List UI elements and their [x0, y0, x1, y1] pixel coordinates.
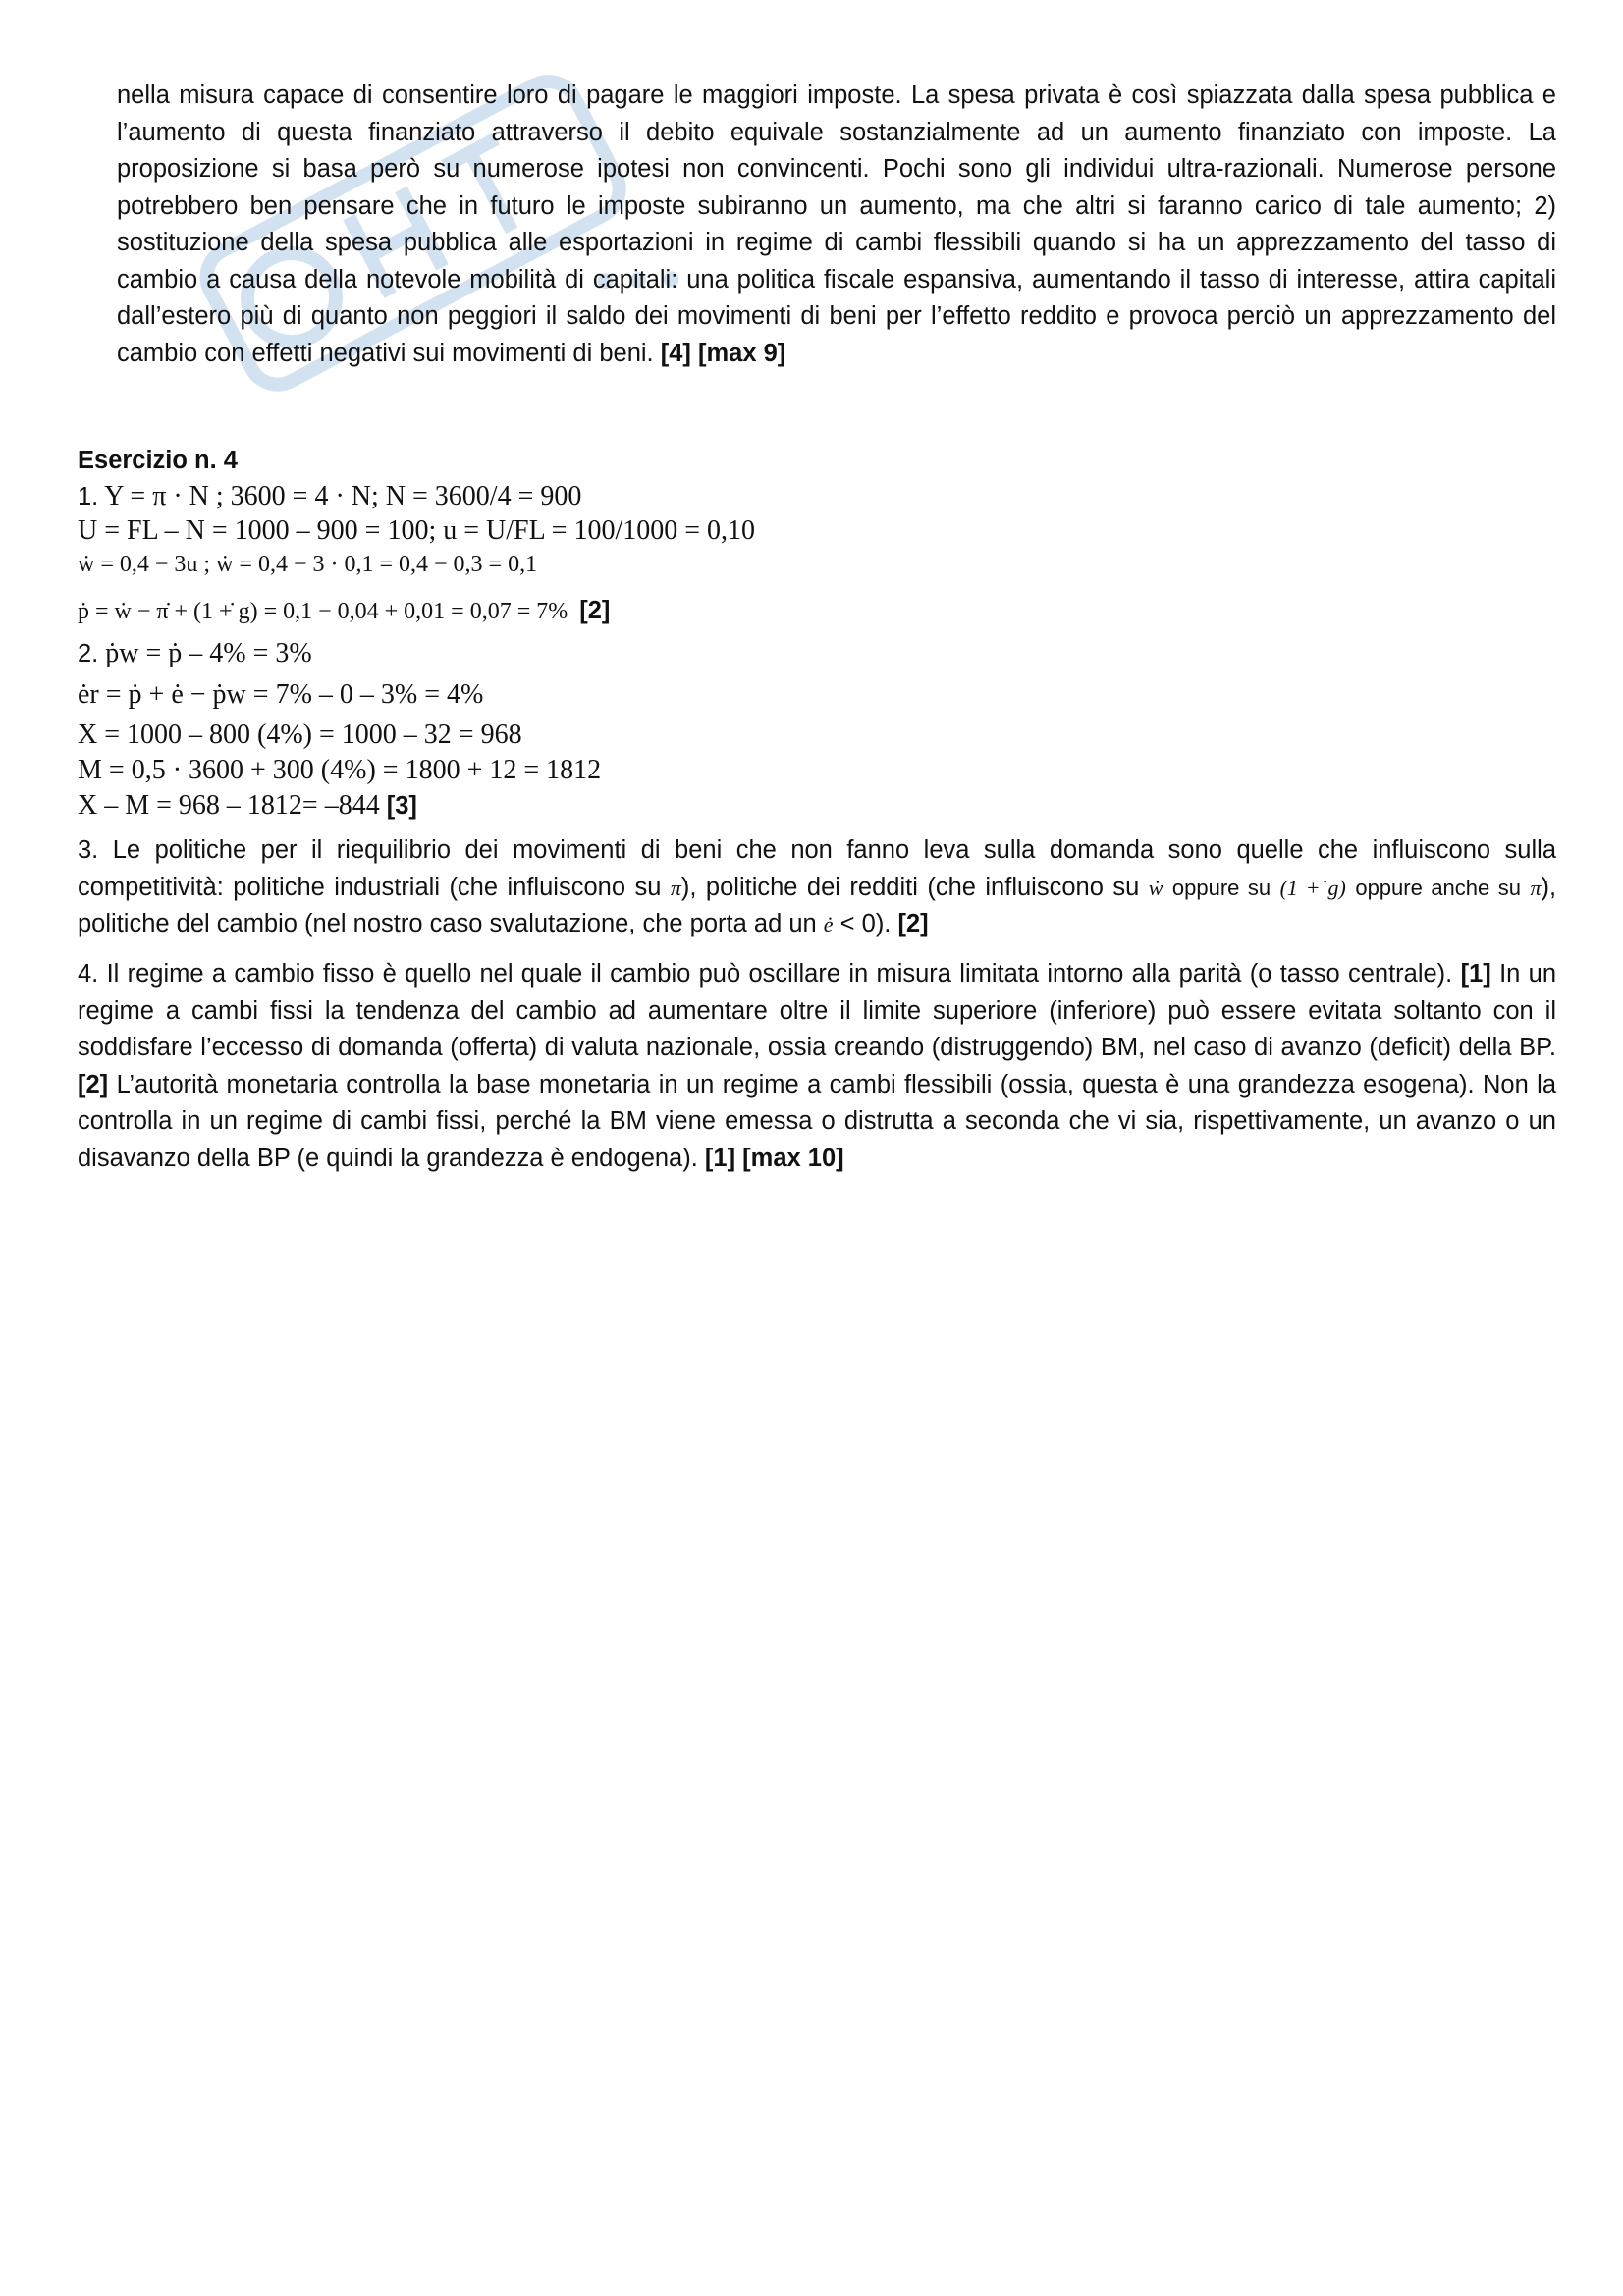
part3-score: [2] [897, 910, 929, 937]
part3-text-b: ), politiche dei redditi (che influiscono su [680, 873, 1140, 901]
part2-number: 2. [78, 640, 99, 667]
eq-world-price: ṗw = ṗ – 4% = 3% [105, 638, 312, 668]
part2-score: [3] [386, 792, 417, 820]
w-dot-symbol: ẇ [1148, 875, 1163, 900]
part1-eq1 [78, 481, 581, 512]
part2-eq3: X = 1000 – 800 (4%) = 1000 – 32 = 968 [78, 720, 522, 750]
eq-price-growth: ṗ = ẇ − π̇ + (1 +̇ g) = 0,1 − 0,04 + 0,01 = 0,07 = 7% [78, 599, 568, 624]
intro-text: nella misura capace di consentire loro di pagare le maggiori imposte. La spesa privata è così spiazzata dalla spesa pubblica e l’aumento di questa finanziato attraverso il debito equivale sostanzialmente ad un aumento finanziato con imposte. La proposizione si basa però su numerose ipotesi non convincenti. Pochi sono gli individui ultra-razionali. Numerose persone potrebbero ben pensare che in futuro le imposte subiranno un aumento, ma che altri si faranno carico di tale aumento; 2) sostituzione della spesa pubblica alle esportazioni in regime di cambi flessibili quando si ha un apprezzamento del tasso di cambio a causa della notevole mobilità di capitali: una politica fiscale espansiva, aumentando il tasso di interesse, attira capitali dall’estero più di quanto non peggiori il saldo dei movimenti di beni per l’effetto reddito e provoca perciò un apprezzamento del cambio con effetti negativi sui movimenti di beni. [117, 81, 1556, 367]
part3-text-a: 3. Le politiche per il riequilibrio dei movimenti di beni che non fanno leva sulla domanda sono quelle che influiscono sulla competitività: politiche industriali (che influiscono su [78, 836, 1556, 901]
part4-paragraph [78, 956, 1556, 1177]
part4-max: [max 10] [742, 1144, 844, 1172]
pi-dot-symbol: π̇ [670, 875, 681, 900]
part2-eq4: M = 0,5 · 3600 + 300 (4%) = 1800 + 12 = 1812 [78, 755, 602, 785]
part4-score-c: [1] [704, 1144, 736, 1172]
e-dot-symbol: ė [823, 912, 834, 936]
part3-text-f: < 0). [839, 910, 892, 937]
g-term-symbol: (1 +̇ g) [1279, 875, 1346, 900]
part1-score: [2] [579, 597, 611, 624]
part3-text-e: ), politiche del cambio (nel nostro caso svalutazione, che porta ad un [78, 873, 1557, 937]
part4-score-a: [1] [1460, 960, 1491, 988]
part2-eq2: ėr = ṗ + ė − ṗw = 7% – 0 – 3% = 4% [78, 679, 484, 710]
eq-production: Y = π · N ; 3600 = 4 · N; N = 3600/4 = 900 [104, 481, 582, 511]
part4-score-b: [2] [78, 1070, 109, 1098]
intro-paragraph [117, 78, 1556, 372]
eq-net-exports: X – M = 968 – 1812= –844 [78, 790, 380, 821]
part4-text-b: In un regime a cambi fissi la tendenza del cambio ad aumentare oltre il limite superiore (inferiore) può essere evitata soltanto con il soddisfare l’eccesso di domanda (offerta) di valuta nazionale, ossia creando (distruggendo) BM, nel caso di avanzo (deficit) della BP. [78, 960, 1556, 1061]
part4-text-c: L’autorità monetaria controlla la base monetaria in un regime a cambi flessibili (ossia, questa è una grandezza esogena). Non la controlla in un regime di cambi fissi, perché la BM viene emessa o distrutta a seconda che vi sia, rispettivamente, un avanzo o un disavanzo della BP (e quindi la grandezza è endogena). [78, 1070, 1556, 1172]
part1-eq3: ẇ = 0,4 − 3u ; ẇ = 0,4 − 3 · 0,1 = 0,4 − 0,3 = 0,1 [78, 552, 538, 577]
part3-text-d: oppure anche su [1355, 875, 1521, 900]
exercise-heading: Esercizio n. 4 [78, 447, 238, 474]
part1-number: 1. [78, 483, 99, 510]
part1-eq2: U = FL – N = 1000 – 900 = 100; u = U/FL = 100/1000 = 0,10 [78, 515, 756, 546]
part2-eq1 [78, 638, 312, 669]
part2-eq5 [78, 790, 417, 822]
part1-eq4 [78, 597, 610, 625]
part3-paragraph [78, 832, 1556, 943]
intro-max: [max 9] [698, 339, 786, 367]
pi-dot-symbol-2: π̇ [1530, 875, 1542, 900]
part4-text-a: 4. Il regime a cambio fisso è quello nel quale il cambio può oscillare in misura limitata intorno alla parità (o tasso centrale). [78, 960, 1453, 988]
intro-score: [4] [660, 339, 691, 367]
part3-text-c: oppure su [1171, 875, 1271, 900]
